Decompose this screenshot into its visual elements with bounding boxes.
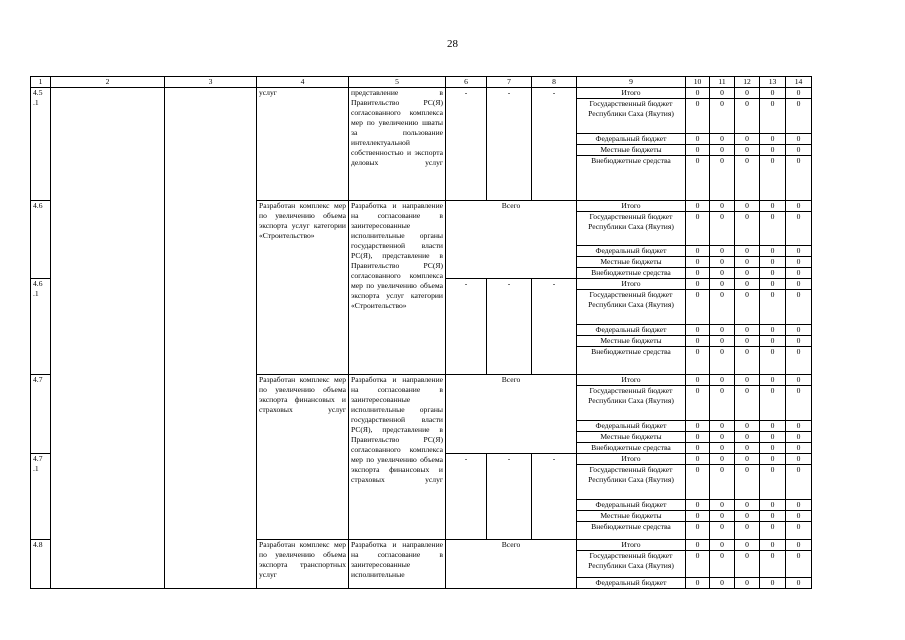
value-cell: 0 (760, 551, 786, 578)
value-cell: 0 (686, 145, 710, 156)
item-number-4-7: 4.7 (31, 375, 51, 454)
value-cell: 0 (760, 145, 786, 156)
col5-cell-4-8 (349, 540, 446, 589)
col6-dash: - (446, 279, 487, 375)
value-cell: 0 (735, 522, 760, 540)
value-cell: 0 (786, 290, 812, 325)
value-cell: 0 (786, 134, 812, 145)
funding-source-cell: Внебюджетные средства (577, 156, 686, 201)
value-cell: 0 (686, 290, 710, 325)
value-cell: 0 (710, 279, 735, 290)
value-cell: 0 (786, 578, 812, 589)
value-cell: 0 (735, 511, 760, 522)
value-cell: 0 (686, 279, 710, 290)
col-header-8: 8 (532, 77, 577, 88)
value-cell: 0 (710, 540, 735, 551)
col-header-7: 7 (487, 77, 532, 88)
col4-cell-4-7 (257, 375, 349, 540)
funding-source-cell: Федеральный бюджет (577, 325, 686, 336)
col6-dash: - (446, 454, 487, 540)
value-cell: 0 (786, 540, 812, 551)
col5-cell-4-5-1 (349, 88, 446, 201)
value-cell: 0 (710, 246, 735, 257)
value-cell: 0 (686, 201, 710, 212)
value-cell: 0 (786, 454, 812, 465)
col5-cell-4-7 (349, 375, 446, 540)
value-cell: 0 (786, 156, 812, 201)
funding-source-cell: Итого (577, 201, 686, 212)
value-cell: 0 (710, 578, 735, 589)
value-cell: 0 (686, 500, 710, 511)
value-cell: 0 (786, 336, 812, 347)
value-cell: 0 (760, 134, 786, 145)
funding-source-cell: Итого (577, 454, 686, 465)
value-cell: 0 (786, 421, 812, 432)
value-cell: 0 (735, 465, 760, 500)
value-cell: 0 (710, 511, 735, 522)
table-row (31, 88, 812, 99)
value-cell: 0 (760, 511, 786, 522)
value-cell: 0 (786, 500, 812, 511)
funding-source-cell: Федеральный бюджет (577, 134, 686, 145)
value-cell: 0 (735, 375, 760, 386)
col4-cell-4-8 (257, 540, 349, 589)
value-cell: 0 (686, 443, 710, 454)
col-header-6: 6 (446, 77, 487, 88)
vsego-label: Всего (446, 540, 577, 589)
value-cell: 0 (786, 386, 812, 421)
col7-dash: - (487, 88, 532, 201)
value-cell: 0 (686, 511, 710, 522)
col4-cell-4-6 (257, 201, 349, 375)
value-cell: 0 (760, 522, 786, 540)
value-cell: 0 (760, 465, 786, 500)
value-cell: 0 (710, 156, 735, 201)
col-header-4: 4 (257, 77, 349, 88)
value-cell: 0 (786, 145, 812, 156)
value-cell: 0 (760, 257, 786, 268)
value-cell: 0 (686, 88, 710, 99)
value-cell: 0 (686, 386, 710, 421)
value-cell: 0 (710, 432, 735, 443)
value-cell: 0 (735, 257, 760, 268)
value-cell: 0 (760, 386, 786, 421)
value-cell: 0 (786, 551, 812, 578)
value-cell: 0 (786, 375, 812, 386)
value-cell: 0 (735, 336, 760, 347)
funding-source-cell: Государственный бюджет Республики Саха (Якутия) (577, 551, 686, 578)
funding-source-cell: Государственный бюджет Республики Саха (Якутия) (577, 212, 686, 246)
value-cell: 0 (786, 432, 812, 443)
value-cell: 0 (735, 551, 760, 578)
value-cell: 0 (686, 454, 710, 465)
value-cell: 0 (786, 212, 812, 246)
value-cell: 0 (735, 246, 760, 257)
value-cell: 0 (710, 325, 735, 336)
value-cell: 0 (760, 290, 786, 325)
value-cell: 0 (760, 212, 786, 246)
value-cell: 0 (760, 268, 786, 279)
value-cell: 0 (686, 375, 710, 386)
value-cell: 0 (760, 279, 786, 290)
table-header-row (31, 77, 812, 88)
funding-source-cell: Местные бюджеты (577, 432, 686, 443)
value-cell: 0 (735, 578, 760, 589)
value-cell: 0 (735, 290, 760, 325)
value-cell: 0 (710, 134, 735, 145)
value-cell: 0 (686, 156, 710, 201)
value-cell: 0 (710, 465, 735, 500)
funding-source-cell: Внебюджетные средства (577, 443, 686, 454)
value-cell: 0 (735, 201, 760, 212)
col5-text-4-8: Разработка и направление на согласование в заинтересованные исполнительные (351, 540, 443, 580)
funding-source-cell: Внебюджетные средства (577, 347, 686, 375)
funding-source-cell: Внебюджетные средства (577, 268, 686, 279)
value-cell: 0 (786, 201, 812, 212)
value-cell: 0 (735, 540, 760, 551)
funding-source-cell: Местные бюджеты (577, 257, 686, 268)
value-cell: 0 (760, 201, 786, 212)
value-cell: 0 (710, 386, 735, 421)
col6-dash: - (446, 88, 487, 201)
value-cell: 0 (710, 375, 735, 386)
value-cell: 0 (686, 246, 710, 257)
value-cell: 0 (735, 421, 760, 432)
col-header-9: 9 (577, 77, 686, 88)
value-cell: 0 (710, 443, 735, 454)
value-cell: 0 (735, 268, 760, 279)
value-cell: 0 (735, 88, 760, 99)
funding-source-cell: Итого (577, 375, 686, 386)
funding-source-cell: Местные бюджеты (577, 511, 686, 522)
value-cell: 0 (735, 500, 760, 511)
page-number: 28 (447, 38, 458, 50)
value-cell: 0 (735, 347, 760, 375)
funding-source-cell: Итого (577, 88, 686, 99)
value-cell: 0 (786, 246, 812, 257)
col7-dash: - (487, 279, 532, 375)
value-cell: 0 (686, 134, 710, 145)
value-cell: 0 (686, 551, 710, 578)
value-cell: 0 (735, 99, 760, 134)
value-cell: 0 (760, 421, 786, 432)
value-cell: 0 (710, 257, 735, 268)
funding-source-cell: Итого (577, 540, 686, 551)
col-header-10: 10 (686, 77, 710, 88)
value-cell: 0 (735, 432, 760, 443)
value-cell: 0 (710, 99, 735, 134)
item-number-4-7-1: 4.7 .1 (31, 454, 51, 540)
value-cell: 0 (735, 325, 760, 336)
value-cell: 0 (686, 99, 710, 134)
vsego-label: Всего (446, 375, 577, 454)
funding-source-cell: Местные бюджеты (577, 145, 686, 156)
value-cell: 0 (710, 212, 735, 246)
funding-source-cell: Федеральный бюджет (577, 421, 686, 432)
vsego-label: Всего (446, 201, 577, 279)
col-header-2: 2 (51, 77, 165, 88)
value-cell: 0 (686, 336, 710, 347)
value-cell: 0 (686, 325, 710, 336)
col3-cell (165, 88, 257, 589)
value-cell: 0 (760, 246, 786, 257)
col5-text-4-6: Разработка и направление на согласование в заинтересованные исполнительные органы государственной власти РС(Я), представление в Правительство РС(Я) согласованного комплекса мер по увеличению объема экспорта услуг категории «Строительство» (351, 201, 443, 311)
value-cell: 0 (735, 454, 760, 465)
value-cell: 0 (760, 347, 786, 375)
value-cell: 0 (735, 145, 760, 156)
value-cell: 0 (686, 432, 710, 443)
value-cell: 0 (710, 201, 735, 212)
col4-text-4-5-1: услуг (259, 88, 277, 98)
col-header-5: 5 (349, 77, 446, 88)
value-cell: 0 (735, 156, 760, 201)
value-cell: 0 (686, 347, 710, 375)
item-number-4-8: 4.8 (31, 540, 51, 589)
col-header-13: 13 (760, 77, 786, 88)
item-number-4-6: 4.6 (31, 201, 51, 279)
col2-cell (51, 88, 165, 589)
value-cell: 0 (686, 465, 710, 500)
value-cell: 0 (760, 432, 786, 443)
value-cell: 0 (686, 212, 710, 246)
value-cell: 0 (686, 421, 710, 432)
value-cell: 0 (710, 268, 735, 279)
value-cell: 0 (760, 454, 786, 465)
col8-dash: - (532, 88, 577, 201)
funding-source-cell: Местные бюджеты (577, 336, 686, 347)
value-cell: 0 (786, 443, 812, 454)
value-cell: 0 (786, 88, 812, 99)
value-cell: 0 (710, 500, 735, 511)
col7-dash: - (487, 454, 532, 540)
col-header-1: 1 (31, 77, 51, 88)
value-cell: 0 (786, 325, 812, 336)
value-cell: 0 (786, 279, 812, 290)
col5-text-4-5-1: представление в Правительство РС(Я) согласованного комплекса мер по увеличению шваты за пользование интеллектуальной собственностью и экспорта деловых услуг (351, 88, 443, 168)
value-cell: 0 (710, 290, 735, 325)
value-cell: 0 (760, 443, 786, 454)
value-cell: 0 (735, 279, 760, 290)
col4-text-4-6: Разработан комплекс мер по увеличению объема экспорта услуг категории «Строительство» (259, 201, 346, 241)
col4-text-4-7: Разработан комплекс мер по увеличению объема экспорта финансовых и страховых услуг (259, 375, 346, 415)
value-cell: 0 (710, 145, 735, 156)
funding-source-cell: Государственный бюджет Республики Саха (Якутия) (577, 99, 686, 134)
col-header-14: 14 (786, 77, 812, 88)
value-cell: 0 (760, 156, 786, 201)
value-cell: 0 (710, 88, 735, 99)
value-cell: 0 (710, 336, 735, 347)
value-cell: 0 (686, 540, 710, 551)
value-cell: 0 (786, 268, 812, 279)
value-cell: 0 (760, 375, 786, 386)
item-number-4-6-1: 4.6 .1 (31, 279, 51, 375)
funding-source-cell: Внебюджетные средства (577, 522, 686, 540)
col-header-3: 3 (165, 77, 257, 88)
col4-text-4-8: Разработан комплекс мер по увеличению объема экспорта транспортных услуг (259, 540, 346, 580)
col8-dash: - (532, 279, 577, 375)
value-cell: 0 (760, 500, 786, 511)
col5-cell-4-6 (349, 201, 446, 375)
funding-source-cell: Итого (577, 279, 686, 290)
funding-source-cell: Федеральный бюджет (577, 578, 686, 589)
value-cell: 0 (760, 540, 786, 551)
value-cell: 0 (786, 511, 812, 522)
value-cell: 0 (735, 386, 760, 421)
value-cell: 0 (735, 443, 760, 454)
funding-source-cell: Федеральный бюджет (577, 246, 686, 257)
funding-source-cell: Государственный бюджет Республики Саха (Якутия) (577, 386, 686, 421)
col8-dash: - (532, 454, 577, 540)
value-cell: 0 (735, 212, 760, 246)
funding-source-cell: Государственный бюджет Республики Саха (Якутия) (577, 465, 686, 500)
value-cell: 0 (686, 578, 710, 589)
value-cell: 0 (760, 88, 786, 99)
value-cell: 0 (786, 522, 812, 540)
value-cell: 0 (686, 522, 710, 540)
value-cell: 0 (786, 465, 812, 500)
col5-text-4-7: Разработка и направление на согласование в заинтересованные исполнительные органы государственной власти РС(Я), представление в Правительство РС(Я) согласованного комплекса мер по увеличению объема экспорта финансовых и страховых услуг (351, 375, 443, 485)
value-cell: 0 (686, 268, 710, 279)
budget-table (30, 76, 812, 589)
value-cell: 0 (710, 347, 735, 375)
value-cell: 0 (710, 551, 735, 578)
value-cell: 0 (760, 578, 786, 589)
col-header-12: 12 (735, 77, 760, 88)
value-cell: 0 (710, 421, 735, 432)
value-cell: 0 (786, 347, 812, 375)
funding-source-cell: Федеральный бюджет (577, 500, 686, 511)
value-cell: 0 (760, 325, 786, 336)
value-cell: 0 (760, 336, 786, 347)
item-number-4-5-1: 4.5 .1 (31, 88, 51, 201)
value-cell: 0 (786, 257, 812, 268)
col4-cell-4-5-1 (257, 88, 349, 201)
value-cell: 0 (786, 99, 812, 134)
funding-source-cell: Государственный бюджет Республики Саха (Якутия) (577, 290, 686, 325)
value-cell: 0 (735, 134, 760, 145)
value-cell: 0 (710, 522, 735, 540)
value-cell: 0 (760, 99, 786, 134)
value-cell: 0 (710, 454, 735, 465)
table-body (31, 77, 812, 589)
value-cell: 0 (686, 257, 710, 268)
col-header-11: 11 (710, 77, 735, 88)
